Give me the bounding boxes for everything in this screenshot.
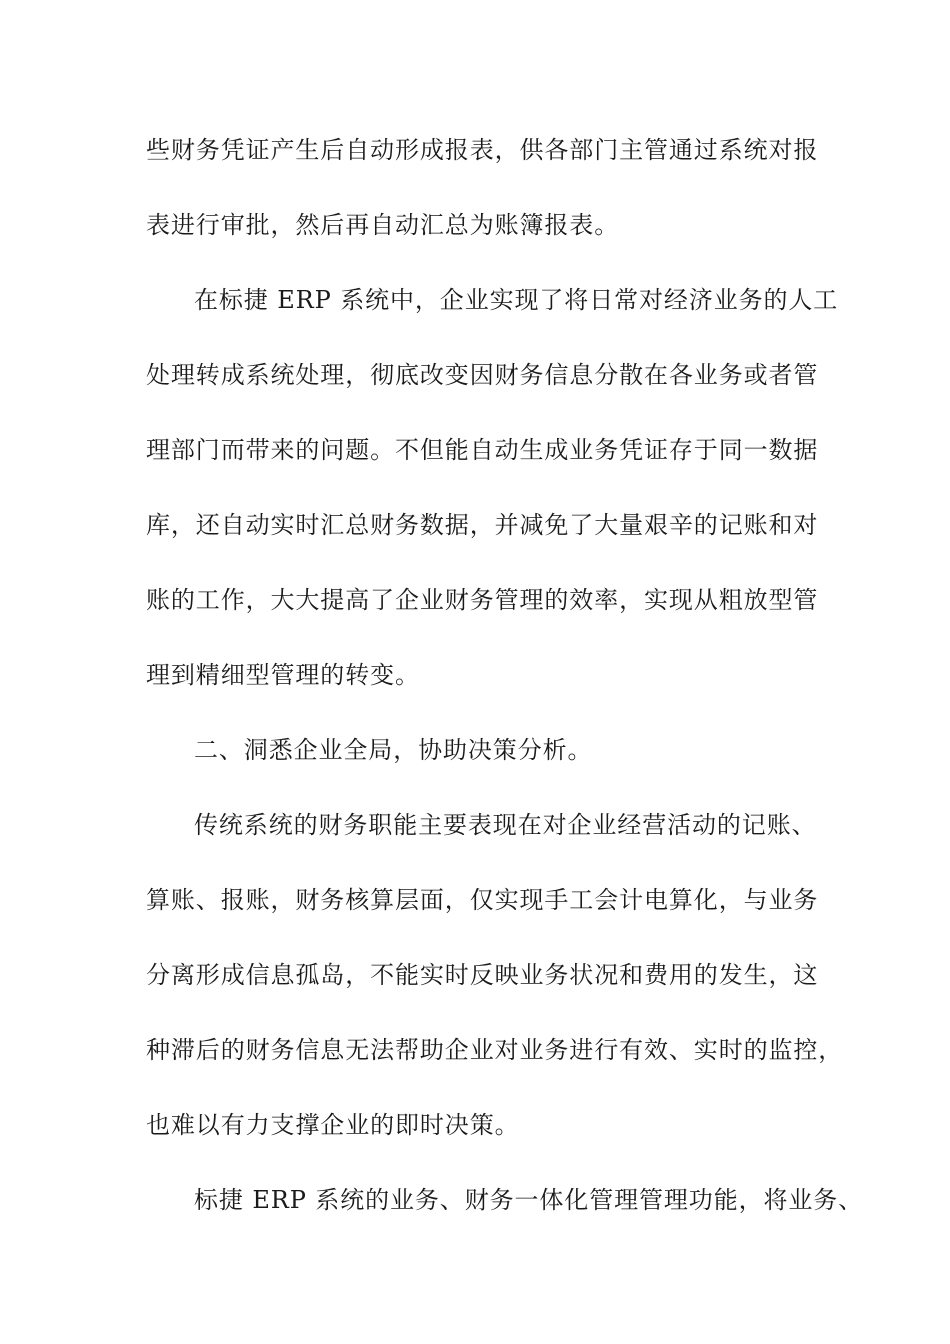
text-line-4: 处理转成系统处理，彻底改变因财务信息分散在各业务或者管 <box>146 361 819 389</box>
paragraph-start-traditional-system: 传统系统的财务职能主要表现在对企业经营活动的记账、 <box>194 811 817 839</box>
text-line-14: 也难以有力支撑企业的即时决策。 <box>146 1111 520 1139</box>
text-line-6: 库，还自动实时汇总财务数据，并减免了大量艰辛的记账和对 <box>146 511 819 539</box>
text-line-1: 些财务凭证产生后自动形成报表，供各部门主管通过系统对报 <box>146 136 819 164</box>
text-line-7: 账的工作，大大提高了企业财务管理的效率，实现从粗放型管 <box>146 586 819 614</box>
body-text <box>146 113 864 1238</box>
paragraph-start-erp-system: 在标捷 ERP 系统中，企业实现了将日常对经济业务的人工 <box>194 286 839 314</box>
text-line-5: 理部门而带来的问题。不但能自动生成业务凭证存于同一数据 <box>146 436 819 464</box>
text-line-2: 表进行审批，然后再自动汇总为账簿报表。 <box>146 211 620 239</box>
text-line-13: 种滞后的财务信息无法帮助企业对业务进行有效、实时的监控， <box>146 1036 844 1064</box>
text-line-12: 分离形成信息孤岛，不能实时反映业务状况和费用的发生，这 <box>146 961 819 989</box>
paragraph-start-integration: 标捷 ERP 系统的业务、财务一体化管理管理功能，将业务、 <box>194 1186 864 1214</box>
text-line-8: 理到精细型管理的转变。 <box>146 661 420 689</box>
text-line-11: 算账、报账，财务核算层面，仅实现手工会计电算化，与业务 <box>146 886 819 914</box>
section-heading-2: 二、洞悉企业全局，协助决策分析。 <box>194 736 593 764</box>
